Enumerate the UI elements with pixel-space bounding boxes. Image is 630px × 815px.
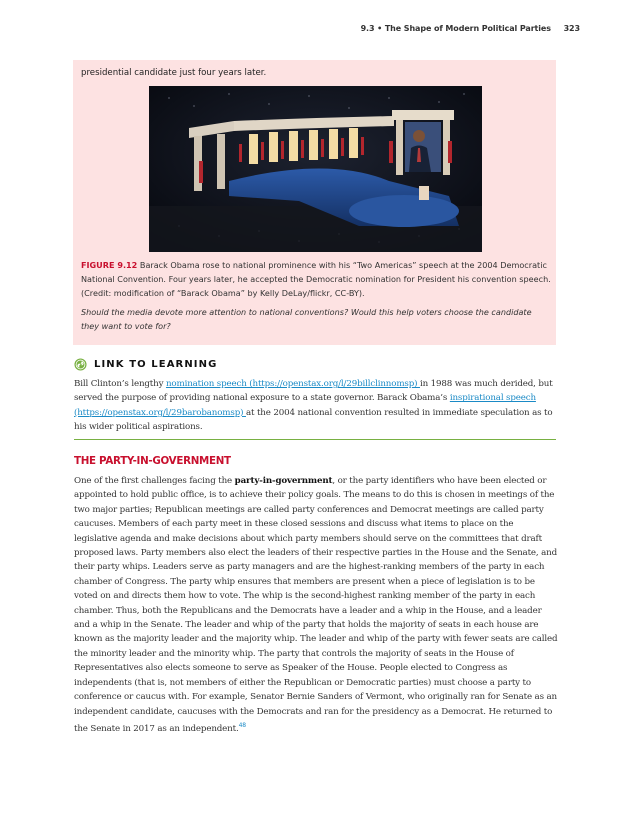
ltl-text-part-3: at the 2004 national convention resulted in immediate speculation as to his wider political aspirations. [74, 407, 553, 433]
link-to-learning-title: LINK TO LEARNING [94, 359, 218, 370]
nomination-speech-link[interactable]: nomination speech (https://openstax.org/l/29billclinnomsp) [165, 379, 420, 389]
link-to-learning-heading [74, 358, 217, 371]
ltl-text-part-1: Bill Clinton’s lengthy [74, 379, 166, 389]
section-paragraph [74, 474, 559, 736]
inspirational-speech-link[interactable]: inspirational speech (https://openstax.org/l/29barobanomsp) [74, 393, 536, 418]
running-head [361, 24, 580, 33]
link-to-learning-text [74, 377, 559, 435]
convention-photo-illustration [149, 86, 482, 252]
section-divider [74, 439, 556, 440]
paragraph-body: , or the party identifiers who have been elected or appointed to hold public office, is to achieve their policy goals. The means to do this is chosen in meetings of the two major parties; Republican meetings are called party conferences and Democrat meetings are called party caucuses. Members of each party meet in these closed sessions and discuss what items to place on the legislative agenda and make decisions about which party members should serve on the committees that draft proposed laws. Party members also elect the leaders of their respective parties in the House and the Senate, and their party whips. Leaders serve as party managers and are the highest-ranking members of the party in each chamber of Congress. The party whip ensures that members are present when a piece of legislation is to be voted on and directs them how to vote. The whip is the second-highest ranking member of the party in each chamber. Thus, both the Republicans and the Democrats have a leader and a whip in the House, and a leader and a whip in the Senate. The leader and whip of the party that holds the majority of seats in each house are known as the majority leader and the majority whip. The leader and whip of the party with fewer seats are called the minority leader and the minority whip. The party that controls the majority of seats in the House of Representatives also elects someone to serve as Speaker of the House. People elected to Congress as independents (that is, not members of either the Republican or Democratic parties) must choose a party to conference or caucus with. For example, Senator Bernie Sanders of Vermont, who originally ran for Senate as an independent candidate, caucuses with the Democrats and ran for the presidency as a Democrat. He returned to the Senate in 2017 as an independent. [74, 476, 558, 734]
discussion-question: Should the media devote more attention to national conventions? Would this help voters choose the candidate they want to vote for? [81, 307, 532, 332]
convention-photo [149, 86, 482, 252]
paragraph-start: One of the first challenges facing the [74, 476, 235, 486]
figure-caption [81, 258, 551, 301]
ltl-text-part-2: in 1988 was much derided, but served the purpose of providing national exposure to a state governor. Barack Obama’s [74, 379, 553, 404]
feature-intro-text: presidential candidate just four years later. [81, 68, 267, 78]
key-term: party-in-government [234, 476, 333, 486]
feature-box [73, 60, 556, 345]
figure-caption-text: Barack Obama rose to national prominence with his “Two Americas” speech at the 2004 Democratic National Convention. Four years later, he accepted the Democratic nomination for President his convention speech. (Credit: modification of “Barack Obama” by Kelly DeLay/flickr, CC-BY). [81, 260, 551, 299]
running-head-section: 9.3 • The Shape of Modern Political Parties [360, 24, 551, 33]
link-icon [74, 358, 87, 371]
footnote-link[interactable]: 48 [238, 721, 246, 729]
page-number: 323 [563, 24, 580, 33]
figure-label: FIGURE 9.12 [81, 260, 138, 270]
section-heading: THE PARTY-IN-GOVERNMENT [74, 455, 231, 467]
